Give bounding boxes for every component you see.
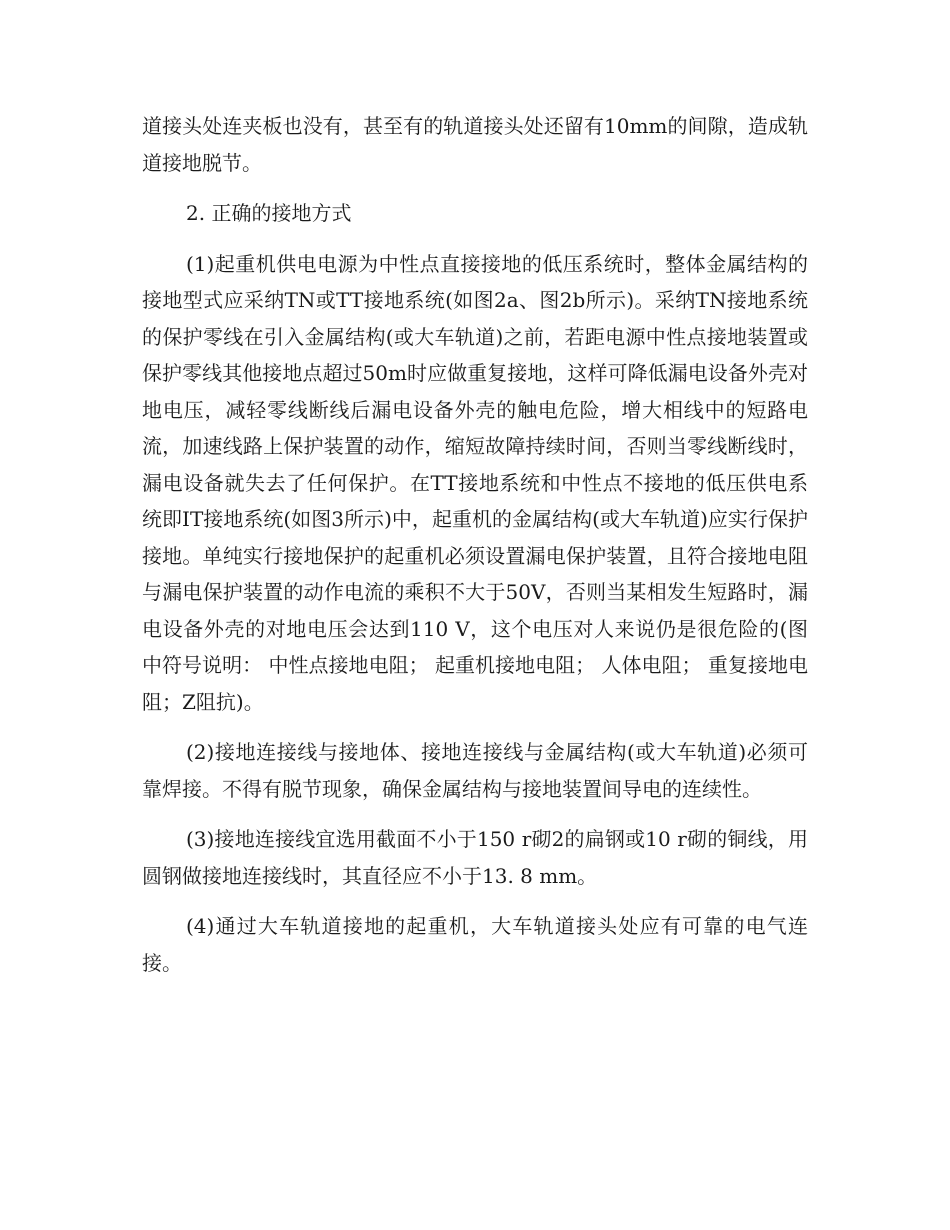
section-heading: 2. 正确的接地方式 bbox=[186, 201, 352, 225]
paragraph-item-1: (1)起重机供电电源为中性点直接接地的低压系统时，整体金属结构的接地型式应采纳TN或TT接地系统(如图2a、图2b所示)。采纳TN接地系统的保护零线在引入金属结构(或大车轨道)之前，若距电源中性点接地装置或保护零线其他接地点超过50m时应做重复接地，这样可降低漏电设备外壳对地电压，减轻零线断线后漏电设备外壳的触电危险，增大相线中的短路电流，加速线路上保护装置的动作，缩短故障持续时间，否则当零线断线时，漏电设备就失去了任何保护。在TT接地系统和中性点不接地的低压供电系统即IT接地系统(如图3所示)中，起重机的金属结构(或大车轨道)应实行保护接地。单纯实行接地保护的起重机必须设置漏电保护装置，且符合接地电阻与漏电保护装置的动作电流的乘积不大于50V，否则当某相发生短路时，漏电设备外壳的对地电压会达到110 V，这个电压对人来说仍是很危险的(图中符号说明： 中性点接地电阻； 起重机接地电阻； 人体电阻； 重复接地电阻；Z阻抗)。 bbox=[142, 251, 808, 714]
paragraph-item-2: (2)接地连接线与接地体、接地连接线与金属结构(或大车轨道)必须可靠焊接。不得有脱节现象，确保金属结构与接地装置间导电的连续性。 bbox=[142, 740, 808, 801]
document-body bbox=[142, 108, 808, 995]
paragraph-continuation: 道接头处连夹板也没有，甚至有的轨道接头处还留有10mm的间隙，造成轨道接地脱节。 bbox=[142, 114, 808, 175]
paragraph-item-4: (4)通过大车轨道接地的起重机，大车轨道接头处应有可靠的电气连接。 bbox=[142, 914, 808, 975]
paragraph-item-3: (3)接地连接线宜选用截面不小于150 r砌2的扁钢或10 r砌的铜线，用圆钢做接地连接线时，其直径应不小于13. 8 mm。 bbox=[142, 827, 808, 888]
